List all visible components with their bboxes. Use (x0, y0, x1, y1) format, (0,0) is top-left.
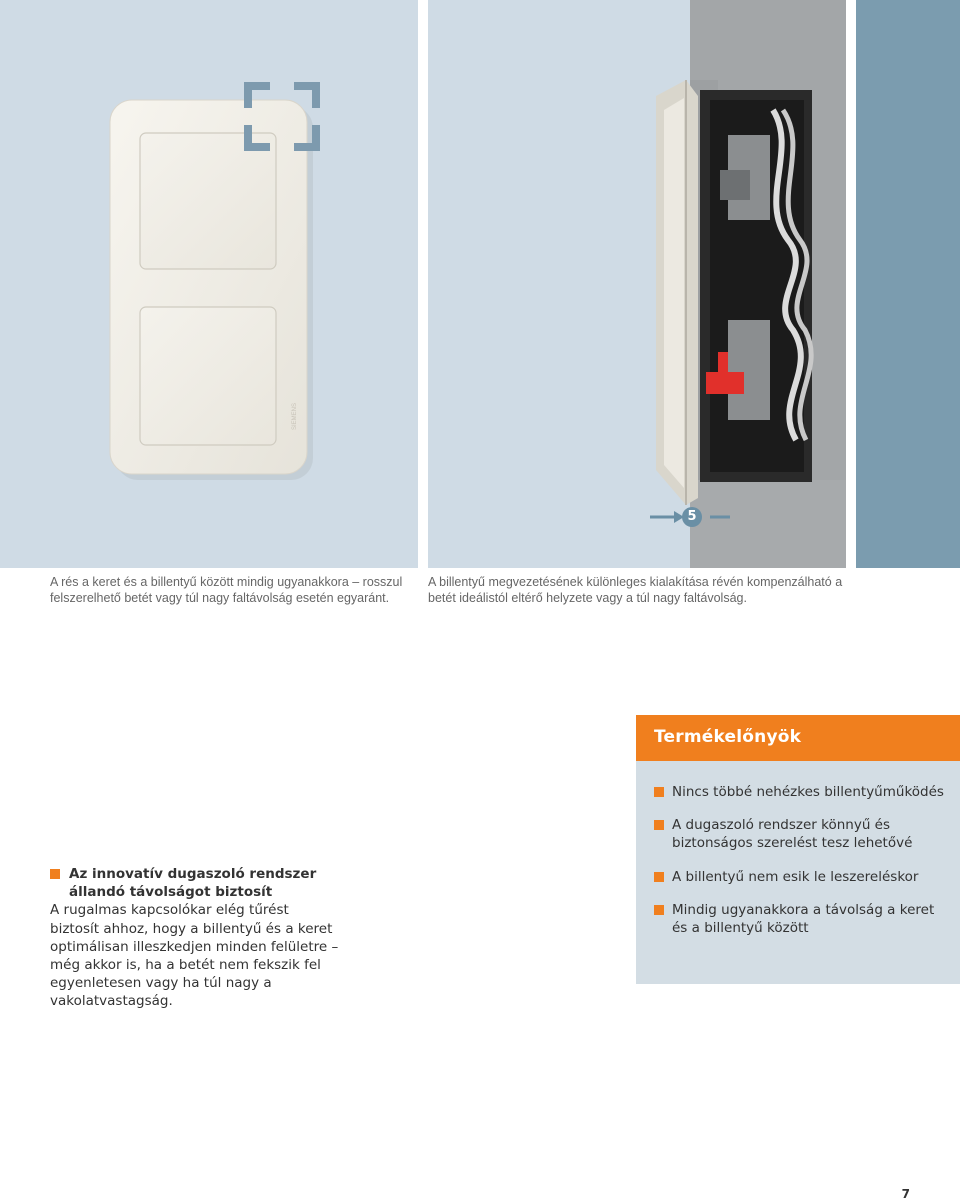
advantages-title: Termékelőnyök (654, 727, 802, 747)
caption-left: A rés a keret és a billentyű között mindig ugyanakkora – rosszul felszerelhető betét vagy túl nagy faltávolság esetén egyaránt. (50, 575, 403, 605)
bullet-square-icon (654, 787, 664, 797)
advantage-text: A dugaszoló rendszer könnyű és biztonságos szerelést tesz lehetővé (672, 817, 913, 852)
svg-text:SIEMENS: SIEMENS (292, 402, 298, 430)
list-item (654, 816, 944, 852)
feature-section (50, 865, 340, 1011)
list-item (654, 901, 944, 937)
bullet-square-icon (654, 820, 664, 830)
double-switch-illustration (0, 0, 418, 568)
bullet-square-icon (654, 905, 664, 915)
feature-body: A rugalmas kapcsolókar elég tűrést biztosít ahhoz, hogy a billentyű és a keret optimálisan illeszkedjen minden felületre – még akkor is, ha a betét nem fekszik fel egyenletesen vagy ha túl nagy a vakolatvastagság. (50, 902, 339, 1010)
advantage-text: Mindig ugyanakkora a távolság a keret és a billentyű között (672, 901, 935, 937)
feature-heading: Az innovatív dugaszoló rendszer állandó távolságot biztosít (69, 866, 317, 901)
caption-right: A billentyű megvezetésének különleges kialakítása révén kompenzálható a betét ideálistól eltérő helyzete vagy a túl nagy faltávolság. (428, 575, 843, 605)
page-number: 7 (901, 1187, 910, 1201)
advantage-text: A billentyű nem esik le leszereléskor (672, 868, 919, 885)
callout-number: 5 (687, 509, 697, 524)
advantage-text: Nincs többé nehézkes billentyűműködés (672, 784, 944, 800)
switch-photo (0, 0, 418, 568)
cross-section-illustration (428, 0, 846, 568)
advantages-list (654, 783, 944, 952)
advantages-title-bar (636, 715, 960, 761)
advantages-panel (636, 715, 960, 984)
feature-heading-row (50, 865, 340, 901)
list-item (654, 868, 944, 886)
bullet-square-icon (654, 872, 664, 882)
list-item (654, 783, 944, 801)
bullet-square-icon (50, 869, 60, 879)
decorative-strip (856, 0, 960, 568)
cross-section-photo (428, 0, 846, 568)
